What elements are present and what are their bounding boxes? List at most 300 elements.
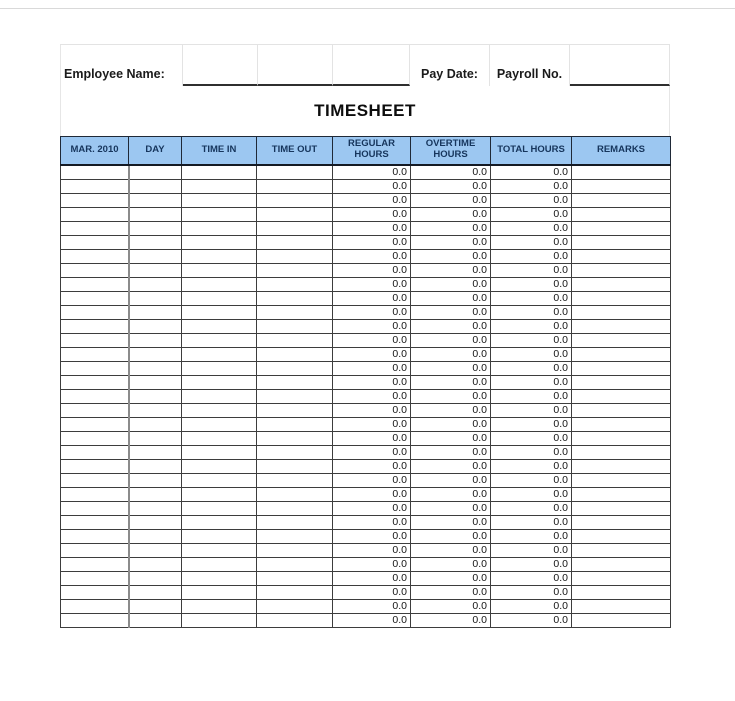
cell-remarks[interactable] (572, 277, 671, 291)
cell-regular-hours[interactable]: 0.0 (333, 613, 411, 627)
cell-time-in[interactable] (182, 347, 257, 361)
cell-time-out[interactable] (257, 277, 333, 291)
cell-time-out[interactable] (257, 515, 333, 529)
cell-total-hours[interactable]: 0.0 (491, 235, 572, 249)
cell-month-day[interactable] (61, 529, 129, 543)
cell-time-in[interactable] (182, 249, 257, 263)
cell-remarks[interactable] (572, 417, 671, 431)
cell-total-hours[interactable]: 0.0 (491, 207, 572, 221)
cell-month-day[interactable] (61, 235, 129, 249)
cell-total-hours[interactable]: 0.0 (491, 445, 572, 459)
cell-overtime-hours[interactable]: 0.0 (411, 487, 491, 501)
cell-overtime-hours[interactable]: 0.0 (411, 193, 491, 207)
cell-time-in[interactable] (182, 263, 257, 277)
cell-total-hours[interactable]: 0.0 (491, 599, 572, 613)
cell-time-out[interactable] (257, 613, 333, 627)
cell-total-hours[interactable]: 0.0 (491, 543, 572, 557)
cell-month-day[interactable] (61, 249, 129, 263)
cell-total-hours[interactable]: 0.0 (491, 501, 572, 515)
cell-overtime-hours[interactable]: 0.0 (411, 557, 491, 571)
cell-month-day[interactable] (61, 277, 129, 291)
table-row (61, 277, 671, 291)
cell-overtime-hours[interactable]: 0.0 (411, 361, 491, 375)
column-header-day: DAY (129, 137, 182, 165)
cell-day[interactable] (129, 165, 182, 180)
cell-regular-hours[interactable]: 0.0 (333, 193, 411, 207)
cell-remarks[interactable] (572, 599, 671, 613)
cell-regular-hours[interactable]: 0.0 (333, 333, 411, 347)
cell-total-hours[interactable]: 0.0 (491, 585, 572, 599)
cell-overtime-hours[interactable]: 0.0 (411, 305, 491, 319)
cell-month-day[interactable] (61, 543, 129, 557)
cell-day[interactable] (129, 277, 182, 291)
employee-name-input-segment-1[interactable] (183, 45, 258, 86)
cell-overtime-hours[interactable]: 0.0 (411, 291, 491, 305)
table-row (61, 459, 671, 473)
cell-remarks[interactable] (572, 529, 671, 543)
cell-time-in[interactable] (182, 221, 257, 235)
cell-overtime-hours[interactable]: 0.0 (411, 403, 491, 417)
cell-month-day[interactable] (61, 207, 129, 221)
cell-month-day[interactable] (61, 585, 129, 599)
cell-regular-hours[interactable]: 0.0 (333, 571, 411, 585)
cell-total-hours[interactable]: 0.0 (491, 613, 572, 627)
cell-day[interactable] (129, 249, 182, 263)
cell-time-in[interactable] (182, 305, 257, 319)
cell-month-day[interactable] (61, 305, 129, 319)
cell-regular-hours[interactable]: 0.0 (333, 543, 411, 557)
column-header-month: MAR. 2010 (61, 137, 129, 165)
cell-month-day[interactable] (61, 599, 129, 613)
cell-remarks[interactable] (572, 613, 671, 627)
cell-day[interactable] (129, 207, 182, 221)
cell-remarks[interactable] (572, 319, 671, 333)
cell-time-out[interactable] (257, 263, 333, 277)
cell-overtime-hours[interactable]: 0.0 (411, 431, 491, 445)
cell-day[interactable] (129, 263, 182, 277)
cell-time-out[interactable] (257, 599, 333, 613)
cell-time-out[interactable] (257, 417, 333, 431)
column-header-overtime-hours: OVERTIME HOURS (411, 137, 491, 165)
cell-regular-hours[interactable]: 0.0 (333, 557, 411, 571)
cell-regular-hours[interactable]: 0.0 (333, 207, 411, 221)
cell-regular-hours[interactable]: 0.0 (333, 529, 411, 543)
cell-month-day[interactable] (61, 445, 129, 459)
cell-day[interactable] (129, 375, 182, 389)
cell-regular-hours[interactable]: 0.0 (333, 403, 411, 417)
cell-total-hours[interactable]: 0.0 (491, 417, 572, 431)
cell-month-day[interactable] (61, 417, 129, 431)
cell-day[interactable] (129, 613, 182, 627)
cell-overtime-hours[interactable]: 0.0 (411, 585, 491, 599)
cell-overtime-hours[interactable]: 0.0 (411, 543, 491, 557)
cell-overtime-hours[interactable]: 0.0 (411, 319, 491, 333)
top-divider-line (0, 8, 735, 9)
table-row (61, 445, 671, 459)
cell-regular-hours[interactable]: 0.0 (333, 431, 411, 445)
cell-day[interactable] (129, 361, 182, 375)
table-row (61, 417, 671, 431)
cell-time-in[interactable] (182, 333, 257, 347)
employee-info-row (60, 44, 670, 86)
cell-regular-hours[interactable]: 0.0 (333, 347, 411, 361)
table-row (61, 179, 671, 193)
cell-time-in[interactable] (182, 361, 257, 375)
cell-time-out[interactable] (257, 291, 333, 305)
cell-regular-hours[interactable]: 0.0 (333, 305, 411, 319)
cell-total-hours[interactable]: 0.0 (491, 165, 572, 180)
cell-day[interactable] (129, 403, 182, 417)
cell-day[interactable] (129, 179, 182, 193)
cell-time-out[interactable] (257, 543, 333, 557)
cell-month-day[interactable] (61, 375, 129, 389)
employee-name-input-segment-2[interactable] (258, 45, 333, 86)
cell-remarks[interactable] (572, 459, 671, 473)
cell-day[interactable] (129, 445, 182, 459)
cell-regular-hours[interactable]: 0.0 (333, 319, 411, 333)
cell-day[interactable] (129, 473, 182, 487)
cell-month-day[interactable] (61, 473, 129, 487)
cell-day[interactable] (129, 515, 182, 529)
cell-remarks[interactable] (572, 403, 671, 417)
cell-regular-hours[interactable]: 0.0 (333, 249, 411, 263)
cell-total-hours[interactable]: 0.0 (491, 347, 572, 361)
cell-time-out[interactable] (257, 361, 333, 375)
cell-day[interactable] (129, 585, 182, 599)
cell-time-out[interactable] (257, 333, 333, 347)
cell-total-hours[interactable]: 0.0 (491, 305, 572, 319)
table-row (61, 557, 671, 571)
cell-time-in[interactable] (182, 501, 257, 515)
cell-regular-hours[interactable]: 0.0 (333, 585, 411, 599)
table-row (61, 207, 671, 221)
cell-remarks[interactable] (572, 543, 671, 557)
cell-month-day[interactable] (61, 291, 129, 305)
cell-total-hours[interactable]: 0.0 (491, 375, 572, 389)
cell-time-in[interactable] (182, 179, 257, 193)
cell-regular-hours[interactable]: 0.0 (333, 263, 411, 277)
cell-day[interactable] (129, 291, 182, 305)
cell-day[interactable] (129, 305, 182, 319)
cell-month-day[interactable] (61, 557, 129, 571)
cell-time-out[interactable] (257, 249, 333, 263)
cell-day[interactable] (129, 557, 182, 571)
cell-remarks[interactable] (572, 501, 671, 515)
cell-day[interactable] (129, 487, 182, 501)
cell-remarks[interactable] (572, 347, 671, 361)
cell-remarks[interactable] (572, 263, 671, 277)
cell-day[interactable] (129, 501, 182, 515)
cell-time-in[interactable] (182, 417, 257, 431)
cell-regular-hours[interactable]: 0.0 (333, 515, 411, 529)
cell-total-hours[interactable]: 0.0 (491, 403, 572, 417)
cell-total-hours[interactable]: 0.0 (491, 249, 572, 263)
cell-day[interactable] (129, 599, 182, 613)
cell-time-in[interactable] (182, 585, 257, 599)
cell-remarks[interactable] (572, 235, 671, 249)
cell-month-day[interactable] (61, 613, 129, 627)
table-row (61, 473, 671, 487)
payroll-no-label-text: Payroll No. (496, 67, 563, 81)
cell-day[interactable] (129, 431, 182, 445)
cell-time-in[interactable] (182, 375, 257, 389)
cell-time-out[interactable] (257, 207, 333, 221)
cell-time-out[interactable] (257, 403, 333, 417)
table-row (61, 305, 671, 319)
cell-time-in[interactable] (182, 319, 257, 333)
cell-remarks[interactable] (572, 207, 671, 221)
timesheet-table (60, 136, 671, 628)
column-header-time-out: TIME OUT (257, 137, 333, 165)
cell-total-hours[interactable]: 0.0 (491, 431, 572, 445)
cell-overtime-hours[interactable]: 0.0 (411, 515, 491, 529)
cell-month-day[interactable] (61, 403, 129, 417)
cell-time-out[interactable] (257, 557, 333, 571)
cell-regular-hours[interactable]: 0.0 (333, 277, 411, 291)
cell-overtime-hours[interactable]: 0.0 (411, 235, 491, 249)
cell-time-in[interactable] (182, 207, 257, 221)
cell-month-day[interactable] (61, 333, 129, 347)
cell-time-in[interactable] (182, 487, 257, 501)
cell-overtime-hours[interactable]: 0.0 (411, 501, 491, 515)
table-row (61, 347, 671, 361)
cell-regular-hours[interactable]: 0.0 (333, 165, 411, 180)
cell-month-day[interactable] (61, 389, 129, 403)
cell-remarks[interactable] (572, 585, 671, 599)
cell-overtime-hours[interactable]: 0.0 (411, 529, 491, 543)
cell-overtime-hours[interactable]: 0.0 (411, 417, 491, 431)
cell-time-out[interactable] (257, 319, 333, 333)
payroll-no-input[interactable] (570, 45, 670, 86)
cell-day[interactable] (129, 459, 182, 473)
cell-remarks[interactable] (572, 333, 671, 347)
pay-date-label (410, 45, 490, 86)
cell-overtime-hours[interactable]: 0.0 (411, 347, 491, 361)
cell-overtime-hours[interactable]: 0.0 (411, 221, 491, 235)
cell-time-out[interactable] (257, 473, 333, 487)
cell-time-out[interactable] (257, 571, 333, 585)
cell-time-in[interactable] (182, 277, 257, 291)
cell-remarks[interactable] (572, 571, 671, 585)
cell-total-hours[interactable]: 0.0 (491, 557, 572, 571)
cell-remarks[interactable] (572, 487, 671, 501)
table-row (61, 501, 671, 515)
cell-time-in[interactable] (182, 459, 257, 473)
cell-overtime-hours[interactable]: 0.0 (411, 277, 491, 291)
cell-time-out[interactable] (257, 501, 333, 515)
cell-overtime-hours[interactable]: 0.0 (411, 207, 491, 221)
cell-day[interactable] (129, 571, 182, 585)
cell-month-day[interactable] (61, 263, 129, 277)
cell-time-out[interactable] (257, 347, 333, 361)
cell-day[interactable] (129, 319, 182, 333)
cell-regular-hours[interactable]: 0.0 (333, 445, 411, 459)
table-row (61, 193, 671, 207)
cell-day[interactable] (129, 235, 182, 249)
cell-month-day[interactable] (61, 571, 129, 585)
employee-name-label-text: Employee Name: (64, 67, 165, 81)
cell-remarks[interactable] (572, 221, 671, 235)
cell-total-hours[interactable]: 0.0 (491, 179, 572, 193)
cell-day[interactable] (129, 389, 182, 403)
cell-time-out[interactable] (257, 221, 333, 235)
table-row (61, 361, 671, 375)
cell-total-hours[interactable]: 0.0 (491, 193, 572, 207)
cell-remarks[interactable] (572, 389, 671, 403)
cell-regular-hours[interactable]: 0.0 (333, 599, 411, 613)
cell-total-hours[interactable]: 0.0 (491, 263, 572, 277)
cell-overtime-hours[interactable]: 0.0 (411, 389, 491, 403)
page-title: TIMESHEET (314, 101, 416, 120)
cell-remarks[interactable] (572, 375, 671, 389)
cell-remarks[interactable] (572, 305, 671, 319)
cell-time-in[interactable] (182, 389, 257, 403)
cell-day[interactable] (129, 529, 182, 543)
cell-regular-hours[interactable]: 0.0 (333, 473, 411, 487)
cell-time-out[interactable] (257, 235, 333, 249)
table-row (61, 571, 671, 585)
cell-month-day[interactable] (61, 165, 129, 180)
cell-regular-hours[interactable]: 0.0 (333, 361, 411, 375)
cell-regular-hours[interactable]: 0.0 (333, 487, 411, 501)
cell-regular-hours[interactable]: 0.0 (333, 221, 411, 235)
cell-time-out[interactable] (257, 459, 333, 473)
cell-month-day[interactable] (61, 487, 129, 501)
cell-time-out[interactable] (257, 529, 333, 543)
cell-total-hours[interactable]: 0.0 (491, 389, 572, 403)
cell-total-hours[interactable]: 0.0 (491, 487, 572, 501)
cell-month-day[interactable] (61, 361, 129, 375)
cell-total-hours[interactable]: 0.0 (491, 459, 572, 473)
cell-overtime-hours[interactable]: 0.0 (411, 445, 491, 459)
cell-total-hours[interactable]: 0.0 (491, 529, 572, 543)
cell-month-day[interactable] (61, 347, 129, 361)
employee-name-label (60, 45, 183, 86)
cell-day[interactable] (129, 347, 182, 361)
cell-month-day[interactable] (61, 319, 129, 333)
cell-time-in[interactable] (182, 515, 257, 529)
cell-overtime-hours[interactable]: 0.0 (411, 459, 491, 473)
cell-day[interactable] (129, 417, 182, 431)
cell-time-out[interactable] (257, 389, 333, 403)
cell-time-in[interactable] (182, 599, 257, 613)
cell-regular-hours[interactable]: 0.0 (333, 417, 411, 431)
payroll-no-label (490, 45, 570, 86)
cell-overtime-hours[interactable]: 0.0 (411, 599, 491, 613)
cell-remarks[interactable] (572, 291, 671, 305)
cell-overtime-hours[interactable]: 0.0 (411, 165, 491, 180)
cell-time-out[interactable] (257, 431, 333, 445)
cell-total-hours[interactable]: 0.0 (491, 361, 572, 375)
cell-regular-hours[interactable]: 0.0 (333, 291, 411, 305)
employee-name-input-segment-3[interactable] (333, 45, 410, 86)
cell-regular-hours[interactable]: 0.0 (333, 235, 411, 249)
cell-time-in[interactable] (182, 445, 257, 459)
cell-time-in[interactable] (182, 193, 257, 207)
cell-overtime-hours[interactable]: 0.0 (411, 375, 491, 389)
cell-time-out[interactable] (257, 165, 333, 180)
table-row (61, 543, 671, 557)
cell-time-in[interactable] (182, 291, 257, 305)
cell-total-hours[interactable]: 0.0 (491, 277, 572, 291)
table-row (61, 431, 671, 445)
cell-month-day[interactable] (61, 501, 129, 515)
cell-overtime-hours[interactable]: 0.0 (411, 333, 491, 347)
cell-total-hours[interactable]: 0.0 (491, 291, 572, 305)
table-row (61, 165, 671, 180)
cell-time-in[interactable] (182, 529, 257, 543)
cell-time-out[interactable] (257, 193, 333, 207)
cell-month-day[interactable] (61, 515, 129, 529)
cell-total-hours[interactable]: 0.0 (491, 319, 572, 333)
cell-month-day[interactable] (61, 193, 129, 207)
table-row (61, 375, 671, 389)
table-header-row (61, 137, 671, 165)
cell-time-out[interactable] (257, 445, 333, 459)
cell-time-in[interactable] (182, 403, 257, 417)
cell-remarks[interactable] (572, 249, 671, 263)
cell-time-in[interactable] (182, 235, 257, 249)
cell-time-out[interactable] (257, 305, 333, 319)
cell-month-day[interactable] (61, 179, 129, 193)
cell-total-hours[interactable]: 0.0 (491, 333, 572, 347)
cell-regular-hours[interactable]: 0.0 (333, 389, 411, 403)
cell-remarks[interactable] (572, 431, 671, 445)
cell-overtime-hours[interactable]: 0.0 (411, 249, 491, 263)
cell-day[interactable] (129, 193, 182, 207)
cell-remarks[interactable] (572, 445, 671, 459)
cell-time-in[interactable] (182, 571, 257, 585)
cell-time-in[interactable] (182, 165, 257, 180)
cell-remarks[interactable] (572, 179, 671, 193)
cell-overtime-hours[interactable]: 0.0 (411, 571, 491, 585)
cell-total-hours[interactable]: 0.0 (491, 221, 572, 235)
cell-total-hours[interactable]: 0.0 (491, 571, 572, 585)
cell-time-in[interactable] (182, 543, 257, 557)
cell-time-out[interactable] (257, 487, 333, 501)
cell-overtime-hours[interactable]: 0.0 (411, 179, 491, 193)
cell-month-day[interactable] (61, 431, 129, 445)
cell-time-out[interactable] (257, 585, 333, 599)
cell-day[interactable] (129, 543, 182, 557)
cell-time-in[interactable] (182, 473, 257, 487)
cell-overtime-hours[interactable]: 0.0 (411, 263, 491, 277)
cell-remarks[interactable] (572, 557, 671, 571)
cell-overtime-hours[interactable]: 0.0 (411, 613, 491, 627)
cell-time-out[interactable] (257, 375, 333, 389)
cell-month-day[interactable] (61, 221, 129, 235)
cell-regular-hours[interactable]: 0.0 (333, 501, 411, 515)
cell-remarks[interactable] (572, 515, 671, 529)
cell-remarks[interactable] (572, 193, 671, 207)
cell-remarks[interactable] (572, 361, 671, 375)
cell-overtime-hours[interactable]: 0.0 (411, 473, 491, 487)
cell-total-hours[interactable]: 0.0 (491, 473, 572, 487)
cell-month-day[interactable] (61, 459, 129, 473)
cell-time-in[interactable] (182, 613, 257, 627)
cell-day[interactable] (129, 221, 182, 235)
cell-time-out[interactable] (257, 179, 333, 193)
cell-remarks[interactable] (572, 165, 671, 180)
cell-total-hours[interactable]: 0.0 (491, 515, 572, 529)
cell-time-in[interactable] (182, 557, 257, 571)
cell-regular-hours[interactable]: 0.0 (333, 375, 411, 389)
cell-remarks[interactable] (572, 473, 671, 487)
cell-regular-hours[interactable]: 0.0 (333, 459, 411, 473)
cell-time-in[interactable] (182, 431, 257, 445)
cell-day[interactable] (129, 333, 182, 347)
cell-regular-hours[interactable]: 0.0 (333, 179, 411, 193)
